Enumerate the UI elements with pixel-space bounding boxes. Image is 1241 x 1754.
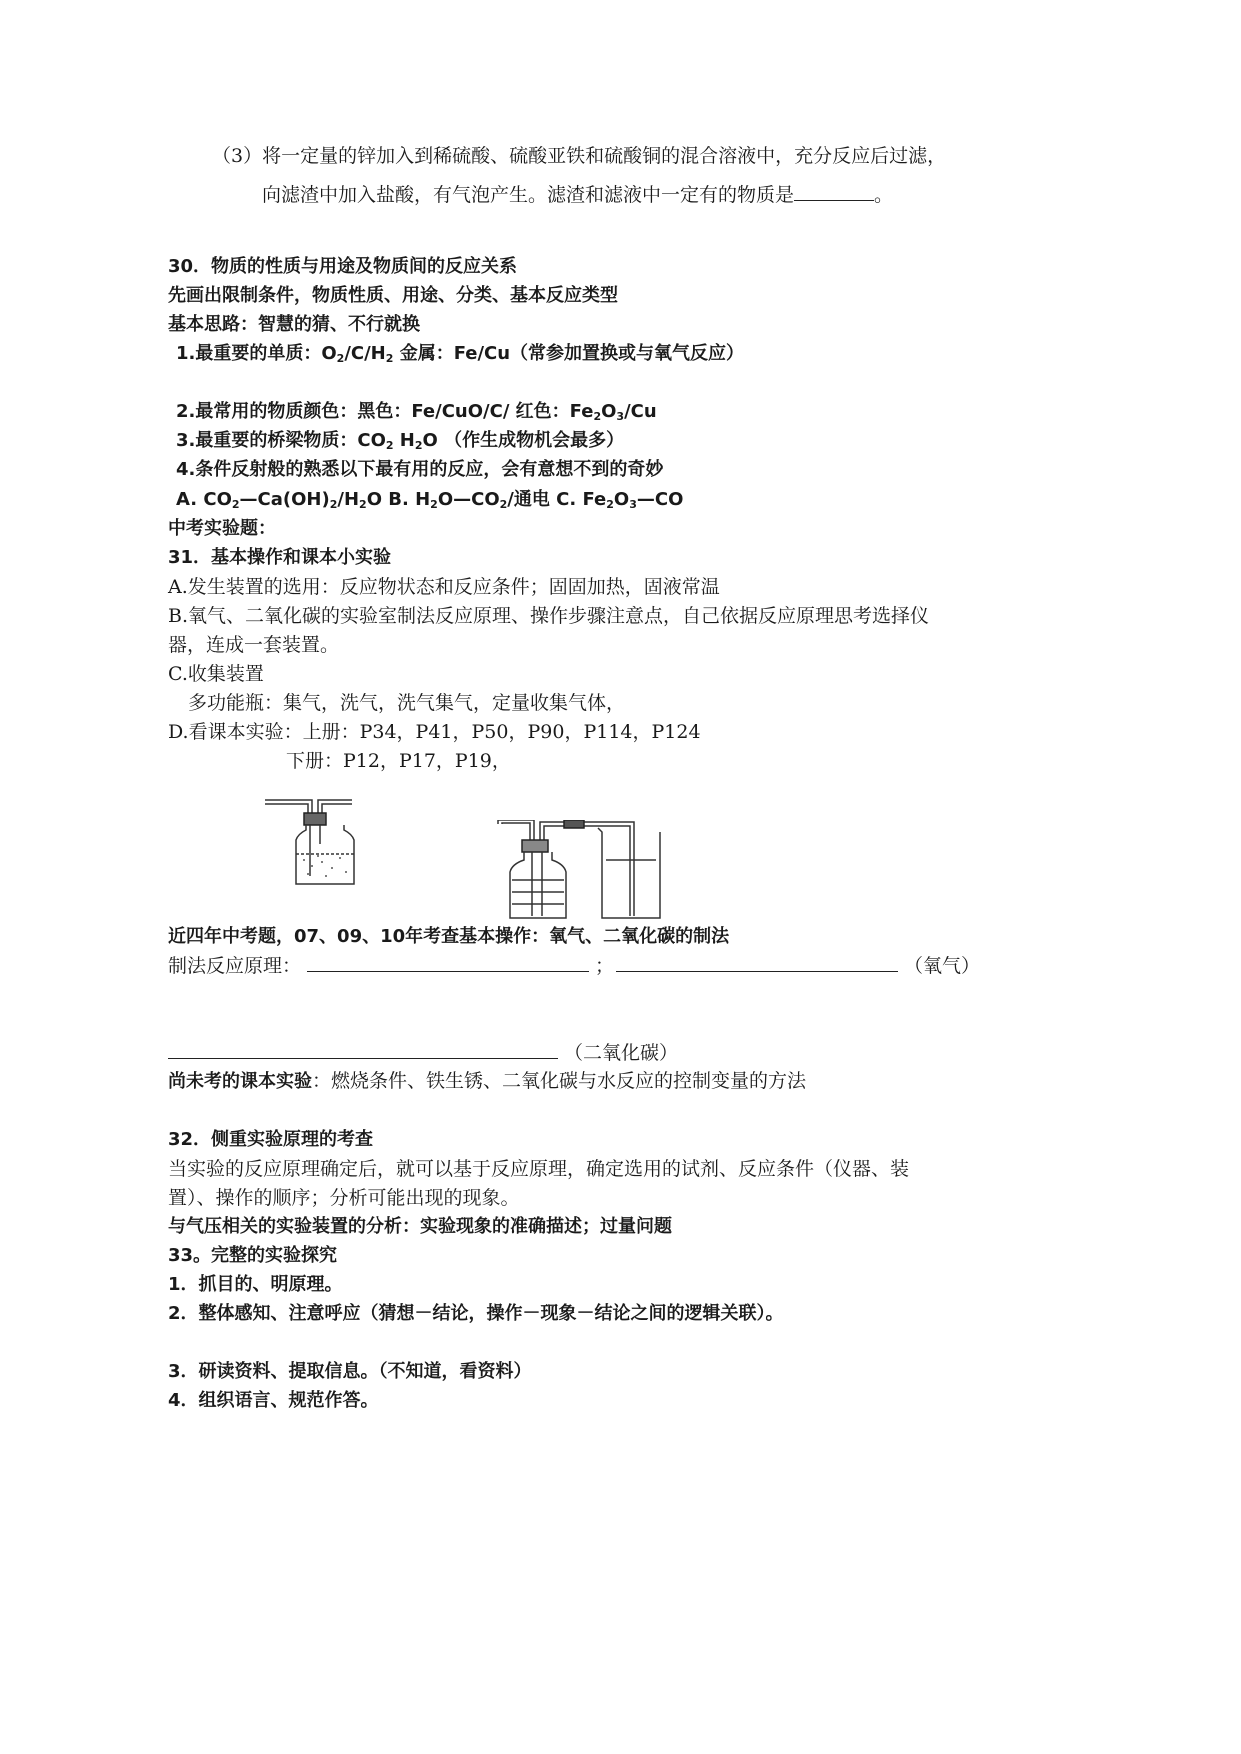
s31-d: D.看课本实验：上册：P34，P41，P50，P90，P114，P124: [168, 721, 701, 743]
co2-blank: [168, 1040, 558, 1059]
oxygen-blank-1: [307, 953, 589, 972]
s31-title: 31．基本操作和课本小实验: [168, 547, 392, 568]
s30-item5-h: —CO: [636, 489, 684, 510]
s30-item2-sub1: 2: [593, 410, 602, 423]
s31-untested-rest: ：燃烧条件、铁生锈、二氧化碳与水反应的控制变量的方法: [312, 1070, 807, 1092]
s30-item2-b: O: [601, 401, 617, 422]
s33-item2: 2．整体感知、注意呼应（猜想－结论，操作－现象－结论之间的逻辑关联）。: [168, 1303, 784, 1324]
s30-item5-g: O: [613, 489, 630, 510]
s31-c: C.收集装置: [168, 663, 264, 685]
s30-title: 30．物质的性质与用途及物质间的反应关系: [168, 256, 518, 277]
s31-recent: 近四年中考题，07、09、10年考查基本操作：氧气、二氧化碳的制法: [168, 926, 730, 947]
s30-item1-c: 金属：Fe/Cu（常参加置换或与氧气反应）: [393, 343, 745, 364]
s30-item5-sub7: 3: [629, 498, 637, 511]
q3-line2: [262, 182, 893, 208]
s30-line2: 基本思路：智慧的猜、不行就换: [168, 314, 420, 335]
s30-item3-a: 3.最重要的桥梁物质：CO: [176, 430, 386, 451]
s31-b1: B.氧气、二氧化碳的实验室制法反应原理、操作步骤注意点，自己依据反应原理思考选择仪: [168, 605, 930, 627]
s31-b2: 器，连成一套装置。: [168, 634, 340, 656]
s30-item2: [176, 399, 657, 430]
s30-item2-sub2: 3: [616, 410, 625, 423]
s31-semicolon: ；: [595, 955, 615, 977]
oxygen-blank-2: [616, 953, 898, 972]
s31-co2-line: [168, 1040, 678, 1066]
s30-item4: 4.条件反射般的熟悉以下最有用的反应，会有意想不到的奇妙: [176, 459, 664, 480]
exp-header: 中考实验题：: [168, 518, 276, 539]
s30-item5-sub3: 2: [359, 498, 367, 511]
s30-item5-d: O B. H: [366, 489, 431, 510]
s30-item1-b: /C/H: [344, 343, 386, 364]
s31-a: A.发生装置的选用：反应物状态和反应条件；固固加热，固液常温: [168, 576, 720, 598]
s33-item3: 3．研读资料、提取信息。（不知道，看资料）: [168, 1361, 532, 1382]
s30-item5-sub4: 2: [430, 498, 438, 511]
s31-c2: 多功能瓶：集气，洗气，洗气集气，定量收集气体，: [188, 692, 626, 714]
s31-d2: 下册：P12，P17，P19，: [286, 750, 511, 772]
gas-bottle-figure: [260, 796, 360, 888]
s30-item5-sub2: 2: [329, 498, 338, 511]
s31-principle-label: 制法反应原理：: [168, 955, 302, 977]
s30-item5-sub6: 2: [606, 498, 614, 511]
bottle-beaker-figure: [494, 820, 674, 922]
q3-line1: （3）将一定量的锌加入到稀硫酸、硫酸亚铁和硫酸铜的混合溶液中，充分反应后过滤，: [212, 145, 947, 167]
s32-p2: 置）、操作的顺序；分析可能出现的现象。: [168, 1187, 520, 1209]
s30-item1-sub2: 2: [385, 352, 394, 365]
s31-principle-line: [168, 953, 980, 979]
s30-item2-c: /Cu: [624, 401, 657, 422]
s30-item3-c: O （作生成物机会最多）: [422, 430, 625, 451]
q3-answer-blank: [794, 182, 874, 201]
s33-item4: 4．组织语言、规范作答。: [168, 1390, 379, 1411]
s33-title: 33。完整的实验探究: [168, 1245, 338, 1266]
s30-item5-c: /H: [337, 489, 360, 510]
s30-item5-a: A. CO: [176, 489, 232, 510]
s32-title: 32．侧重实验原理的考查: [168, 1129, 374, 1150]
s30-item3: [176, 428, 624, 459]
s30-item5-sub5: 2: [499, 498, 508, 511]
s30-line1: 先画出限制条件，物质性质、用途、分类、基本反应类型: [168, 285, 618, 306]
s30-item5-f: /通电 C. Fe: [507, 489, 607, 510]
s30-item5: [176, 487, 683, 518]
s30-item3-sub2: 2: [414, 439, 423, 452]
s31-oxygen: （氧气）: [904, 955, 981, 977]
s33-item1: 1．抓目的、明原理。: [168, 1274, 343, 1295]
s31-untested: [168, 1068, 806, 1095]
s30-item3-sub1: 2: [385, 439, 394, 452]
s30-item2-a: 2.最常用的物质颜色：黑色：Fe/CuO/C/ 红色：Fe: [176, 401, 594, 422]
s31-co2: （二氧化碳）: [564, 1042, 679, 1064]
s30-item3-b: H: [393, 430, 415, 451]
q3-line2-text: 向滤渣中加入盐酸，有气泡产生。滤渣和滤液中一定有的物质是: [262, 184, 795, 206]
s30-item5-b: —Ca(OH): [239, 489, 330, 510]
s30-item1-a: 1.最重要的单质：O: [176, 343, 337, 364]
s30-item5-sub1: 2: [231, 498, 240, 511]
s31-untested-bold: 尚未考的课本实验: [168, 1071, 312, 1092]
s32-p3: 与气压相关的实验装置的分析：实验现象的准确描述；过量问题: [168, 1216, 672, 1237]
s32-p1: 当实验的反应原理确定后，就可以基于反应原理，确定选用的试剂、反应条件（仪器、装: [168, 1158, 910, 1180]
s30-item1: [176, 341, 744, 372]
s30-item1-sub1: 2: [336, 352, 345, 365]
s30-item5-e: O—CO: [437, 489, 500, 510]
q3-line2-end: 。: [874, 184, 894, 206]
